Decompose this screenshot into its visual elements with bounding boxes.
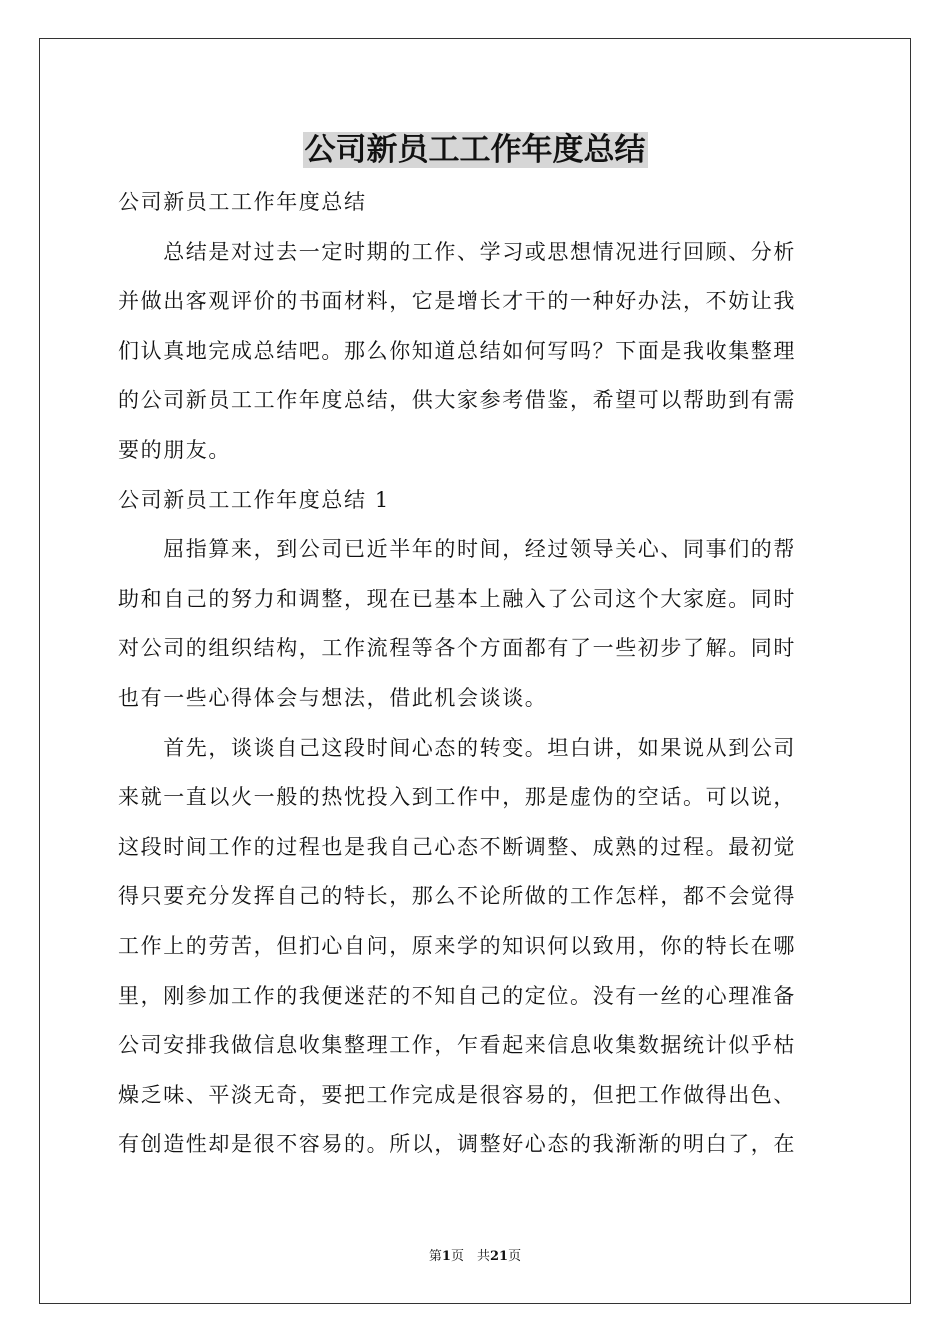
body-line: 这段时间工作的过程也是我自己心态不断调整、成熟的过程。最初觉 [118, 834, 796, 859]
document-body [118, 178, 832, 1170]
body-line: 要的朋友。 [118, 437, 231, 462]
body-line: 有创造性却是很不容易的。所以，调整好心态的我渐渐的明白了，在 [118, 1132, 796, 1157]
body-line: 工作上的劳苦，但扪心自问，原来学的知识何以致用，你的特长在哪 [118, 933, 796, 958]
body-line: 得只要充分发挥自己的特长，那么不论所做的工作怎样，都不会觉得 [118, 884, 796, 909]
body-line: 的公司新员工工作年度总结，供大家参考借鉴，希望可以帮助到有需 [118, 388, 796, 413]
body-line: 公司新员工工作年度总结 [118, 190, 367, 214]
footer-page-suffix: 页 [508, 1249, 522, 1264]
body-line: 们认真地完成总结吧。那么你知道总结如何写吗？下面是我收集整理 [118, 338, 796, 363]
footer-page-current: 1 [441, 1249, 451, 1264]
body-line: 也有一些心得体会与想法，借此机会谈谈。 [118, 685, 548, 710]
body-line: 总结是对过去一定时期的工作、学习或思想情况进行回顾、分析 [118, 239, 796, 264]
body-line: 屈指算来，到公司已近半年的时间，经过领导关心、同事们的帮 [118, 537, 796, 562]
body-line: 里，刚参加工作的我便迷茫的不知自己的定位。没有一丝的心理准备 [118, 983, 796, 1008]
page-footer [0, 1247, 950, 1267]
section-heading: 公司新员工工作年度总结 1 [118, 487, 390, 512]
footer-page-total: 21 [489, 1249, 509, 1264]
body-line: 来就一直以火一般的热忱投入到工作中，那是虚伪的空话。可以说， [118, 785, 796, 810]
body-line: 燥乏味、平淡无奇，要把工作完成是很容易的，但把工作做得出色、 [118, 1082, 796, 1107]
body-line: 对公司的组织结构，工作流程等各个方面都有了一些初步了解。同时 [118, 636, 796, 661]
footer-page-prefix: 第 [428, 1249, 442, 1264]
body-line: 并做出客观评价的书面材料，它是增长才干的一种好办法，不妨让我 [118, 289, 796, 314]
body-line: 首先，谈谈自己这段时间心态的转变。坦白讲，如果说从到公司 [118, 735, 796, 760]
footer-page-mid: 页 共 [450, 1249, 490, 1264]
body-line: 助和自己的努力和调整，现在已基本上融入了公司这个大家庭。同时 [118, 586, 796, 611]
document-title [0, 128, 950, 172]
body-line: 公司安排我做信息收集整理工作，乍看起来信息收集数据统计似乎枯 [118, 1033, 796, 1058]
document-title-text: 公司新员工工作年度总结 [304, 132, 646, 168]
